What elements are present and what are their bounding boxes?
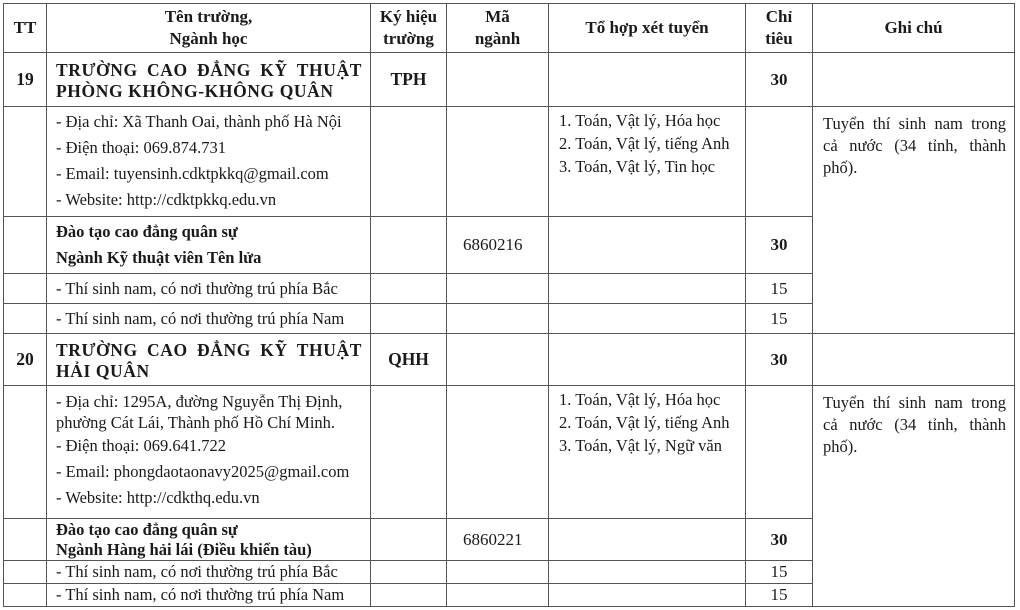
program-quota: 30 bbox=[746, 519, 813, 561]
empty-cell bbox=[549, 53, 746, 107]
email: - Email: tuyensinh.cdktpkkq@gmail.com bbox=[56, 164, 329, 183]
header-combos: Tổ hợp xét tuyển bbox=[549, 4, 746, 53]
combo-item: 3. Toán, Vật lý, Ngữ văn bbox=[559, 436, 722, 455]
combo-item: 3. Toán, Vật lý, Tin học bbox=[559, 157, 715, 176]
empty-cell bbox=[549, 584, 746, 607]
empty-cell bbox=[371, 584, 447, 607]
website: - Website: http://cdktpkkq.edu.vn bbox=[56, 190, 277, 209]
empty-cell bbox=[549, 304, 746, 334]
combo-item: 1. Toán, Vật lý, Hóa học bbox=[559, 111, 721, 130]
school-quota: 30 bbox=[746, 53, 813, 107]
program-name: Đào tạo cao đẳng quân sự Ngành Kỹ thuật viên Tên lửa bbox=[47, 217, 371, 274]
school-info-row bbox=[4, 386, 1015, 519]
admissions-table bbox=[3, 3, 1015, 607]
header-name: Tên trường, Ngành học bbox=[47, 4, 371, 53]
subquota-value: 15 bbox=[746, 584, 813, 607]
empty-cell bbox=[813, 334, 1015, 386]
school-row bbox=[4, 334, 1015, 386]
combo-item: 2. Toán, Vật lý, tiếng Anh bbox=[559, 134, 730, 153]
header-code: Mã ngành bbox=[447, 4, 549, 53]
empty-cell bbox=[746, 386, 813, 519]
empty-cell bbox=[371, 304, 447, 334]
email: - Email: phongdaotaonavy2025@gmail.com bbox=[56, 462, 350, 481]
empty-cell bbox=[447, 561, 549, 584]
subquota-label: - Thí sinh nam, có nơi thường trú phía Bắc bbox=[47, 561, 371, 584]
address: - Địa chỉ: Xã Thanh Oai, thành phố Hà Nội bbox=[56, 112, 342, 131]
empty-cell bbox=[549, 217, 746, 274]
school-symbol: TPH bbox=[371, 53, 447, 107]
school-name: TRƯỜNG CAO ĐẲNG KỸ THUẬT HẢI QUÂN bbox=[47, 334, 371, 386]
program-code: 6860221 bbox=[447, 519, 549, 561]
empty-cell bbox=[813, 53, 1015, 107]
subquota-value: 15 bbox=[746, 304, 813, 334]
empty-cell bbox=[4, 386, 47, 519]
school-info-row bbox=[4, 107, 1015, 217]
empty-cell bbox=[371, 519, 447, 561]
school-symbol: QHH bbox=[371, 334, 447, 386]
school-note: Tuyển thí sinh nam trong cả nước (34 tỉnh, thành phố). bbox=[813, 107, 1015, 334]
header-tt: TT bbox=[4, 4, 47, 53]
empty-cell bbox=[4, 304, 47, 334]
school-note: Tuyển thí sinh nam trong cả nước (34 tỉnh, thành phố). bbox=[813, 386, 1015, 607]
subquota-label: - Thí sinh nam, có nơi thường trú phía Nam bbox=[47, 304, 371, 334]
empty-cell bbox=[371, 561, 447, 584]
empty-cell bbox=[4, 217, 47, 274]
school-tt: 19 bbox=[4, 53, 47, 107]
header-notes: Ghi chú bbox=[813, 4, 1015, 53]
empty-cell bbox=[447, 53, 549, 107]
program-code: 6860216 bbox=[447, 217, 549, 274]
school-contact-info bbox=[47, 107, 371, 217]
empty-cell bbox=[371, 386, 447, 519]
empty-cell bbox=[4, 561, 47, 584]
empty-cell bbox=[447, 274, 549, 304]
empty-cell bbox=[447, 334, 549, 386]
subquota-label: - Thí sinh nam, có nơi thường trú phía Bắc bbox=[47, 274, 371, 304]
program-quota: 30 bbox=[746, 217, 813, 274]
website: - Website: http://cdkthq.edu.vn bbox=[56, 488, 260, 507]
header-quota: Chỉ tiêu bbox=[746, 4, 813, 53]
empty-cell bbox=[447, 304, 549, 334]
header-symbol: Ký hiệu trường bbox=[371, 4, 447, 53]
subject-combos bbox=[549, 386, 746, 519]
school-row bbox=[4, 53, 1015, 107]
combo-item: 2. Toán, Vật lý, tiếng Anh bbox=[559, 413, 730, 432]
empty-cell bbox=[549, 334, 746, 386]
phone: - Điện thoại: 069.874.731 bbox=[56, 138, 227, 157]
empty-cell bbox=[447, 584, 549, 607]
school-quota: 30 bbox=[746, 334, 813, 386]
empty-cell bbox=[549, 519, 746, 561]
subject-combos bbox=[549, 107, 746, 217]
phone: - Điện thoại: 069.641.722 bbox=[56, 436, 227, 455]
empty-cell bbox=[371, 217, 447, 274]
combo-item: 1. Toán, Vật lý, Hóa học bbox=[559, 390, 721, 409]
header-row bbox=[4, 4, 1015, 53]
empty-cell bbox=[371, 107, 447, 217]
address: - Địa chỉ: 1295A, đường Nguyễn Thị Định, phường Cát Lái, Thành phố Hồ Chí Minh. bbox=[56, 392, 343, 432]
program-name: Đào tạo cao đẳng quân sự Ngành Hàng hải lái (Điều khiển tàu) bbox=[47, 519, 371, 561]
school-tt: 20 bbox=[4, 334, 47, 386]
subquota-label: - Thí sinh nam, có nơi thường trú phía Nam bbox=[47, 584, 371, 607]
empty-cell bbox=[371, 274, 447, 304]
school-contact-info bbox=[47, 386, 371, 519]
empty-cell bbox=[447, 107, 549, 217]
empty-cell bbox=[4, 519, 47, 561]
subquota-value: 15 bbox=[746, 274, 813, 304]
empty-cell bbox=[4, 584, 47, 607]
empty-cell bbox=[746, 107, 813, 217]
empty-cell bbox=[549, 274, 746, 304]
school-name: TRƯỜNG CAO ĐẲNG KỸ THUẬT PHÒNG KHÔNG-KHÔNG QUÂN bbox=[47, 53, 371, 107]
subquota-value: 15 bbox=[746, 561, 813, 584]
empty-cell bbox=[447, 386, 549, 519]
empty-cell bbox=[4, 107, 47, 217]
empty-cell bbox=[549, 561, 746, 584]
empty-cell bbox=[4, 274, 47, 304]
